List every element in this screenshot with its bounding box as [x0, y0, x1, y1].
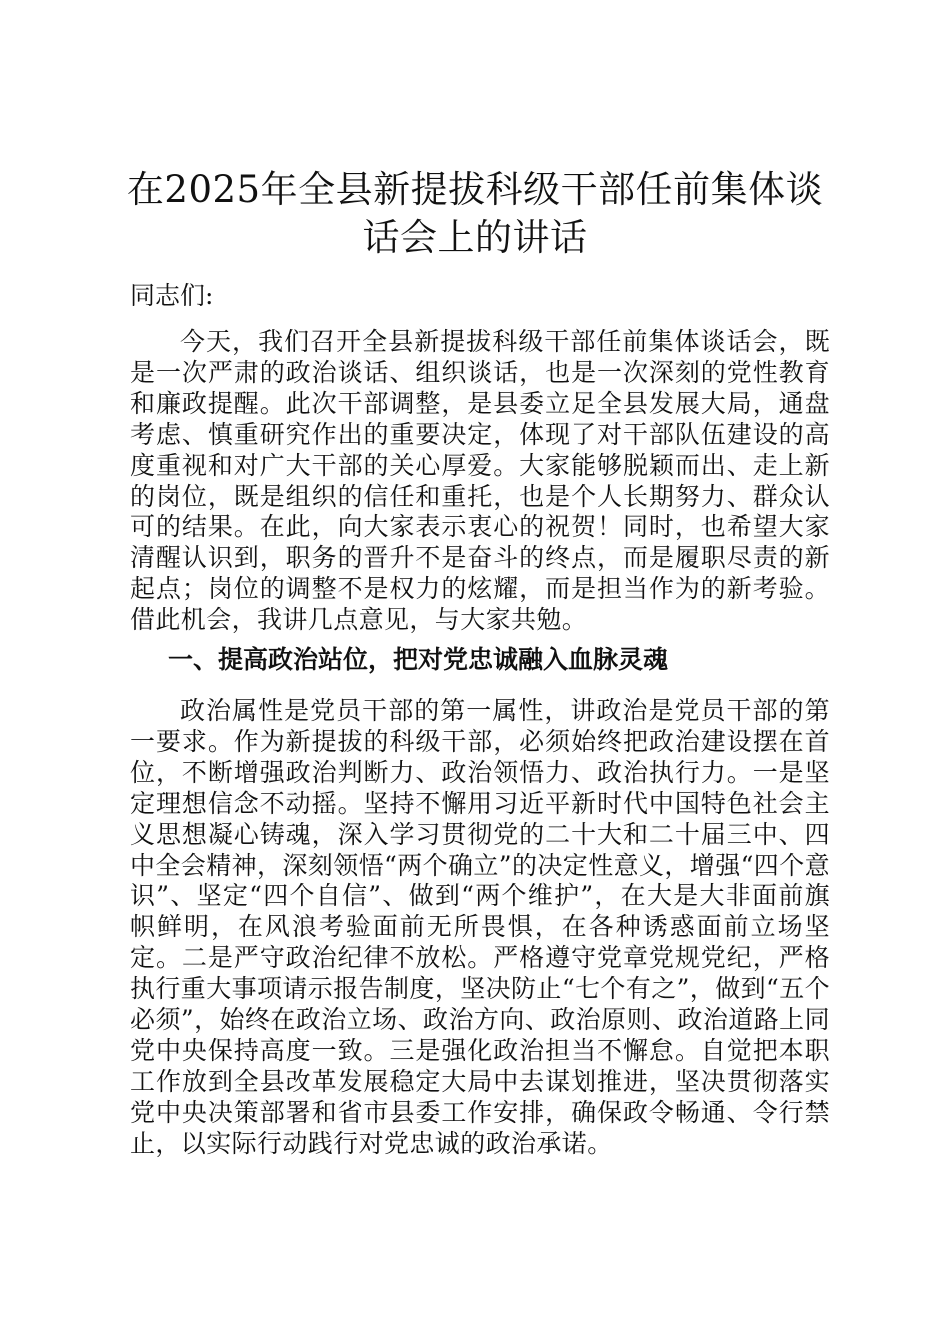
salutation: 同志们:	[130, 281, 214, 310]
paragraph-intro: 今天，我们召开全县新提拔科级干部任前集体谈话会，既是一次严肃的政治谈话、组织谈话，也是一次深刻的党性教育和廉政提醒。此次干部调整，是县委立足全县发展大局，通盘考虑、慎重研究作出的重要决定，体现了对干部队伍建设的高度重视和对广大干部的关心厚爱。大家能够脱颖而出、走上新的岗位，既是组织的信任和重托，也是个人长期努力、群众认可的结果。在此，向大家表示衷心的祝贺！同时，也希望大家清醒认识到，职务的晋升不是奋斗的终点，而是履职尽责的新起点；岗位的调整不是权力的炫耀，而是担当作为的新考验。借此机会，我讲几点意见，与大家共勉。	[130, 327, 830, 635]
document-title: 在2025年全县新提拔科级干部任前集体谈话会上的讲话	[126, 168, 824, 259]
paragraph-section-1: 政治属性是党员干部的第一属性，讲政治是党员干部的第一要求。作为新提拔的科级干部，必须始终把政治建设摆在首位，不断增强政治判断力、政治领悟力、政治执行力。一是坚定理想信念不动摇。坚持不懈用习近平新时代中国特色社会主义思想凝心铸魂，深入学习贯彻党的二十大和二十届三中、四中全会精神，深刻领悟“两个确立”的决定性意义，增强“四个意识”、坚定“四个自信”、做到“两个维护”，在大是大非面前旗帜鲜明，在风浪考验面前无所畏惧，在各种诱惑面前立场坚定。二是严守政治纪律不放松。严格遵守党章党规党纪，严格执行重大事项请示报告制度，坚决防止“七个有之”，做到“五个必须”，始终在政治立场、政治方向、政治原则、政治道路上同党中央保持高度一致。三是强化政治担当不懈怠。自觉把本职工作放到全县改革发展稳定大局中去谋划推进，坚决贯彻落实党中央决策部署和省市县委工作安排，确保政令畅通、令行禁止，以实际行动践行对党忠诚的政治承诺。	[130, 696, 830, 1158]
section-heading-1: 一、提高政治站位，把对党忠诚融入血脉灵魂	[168, 645, 669, 674]
